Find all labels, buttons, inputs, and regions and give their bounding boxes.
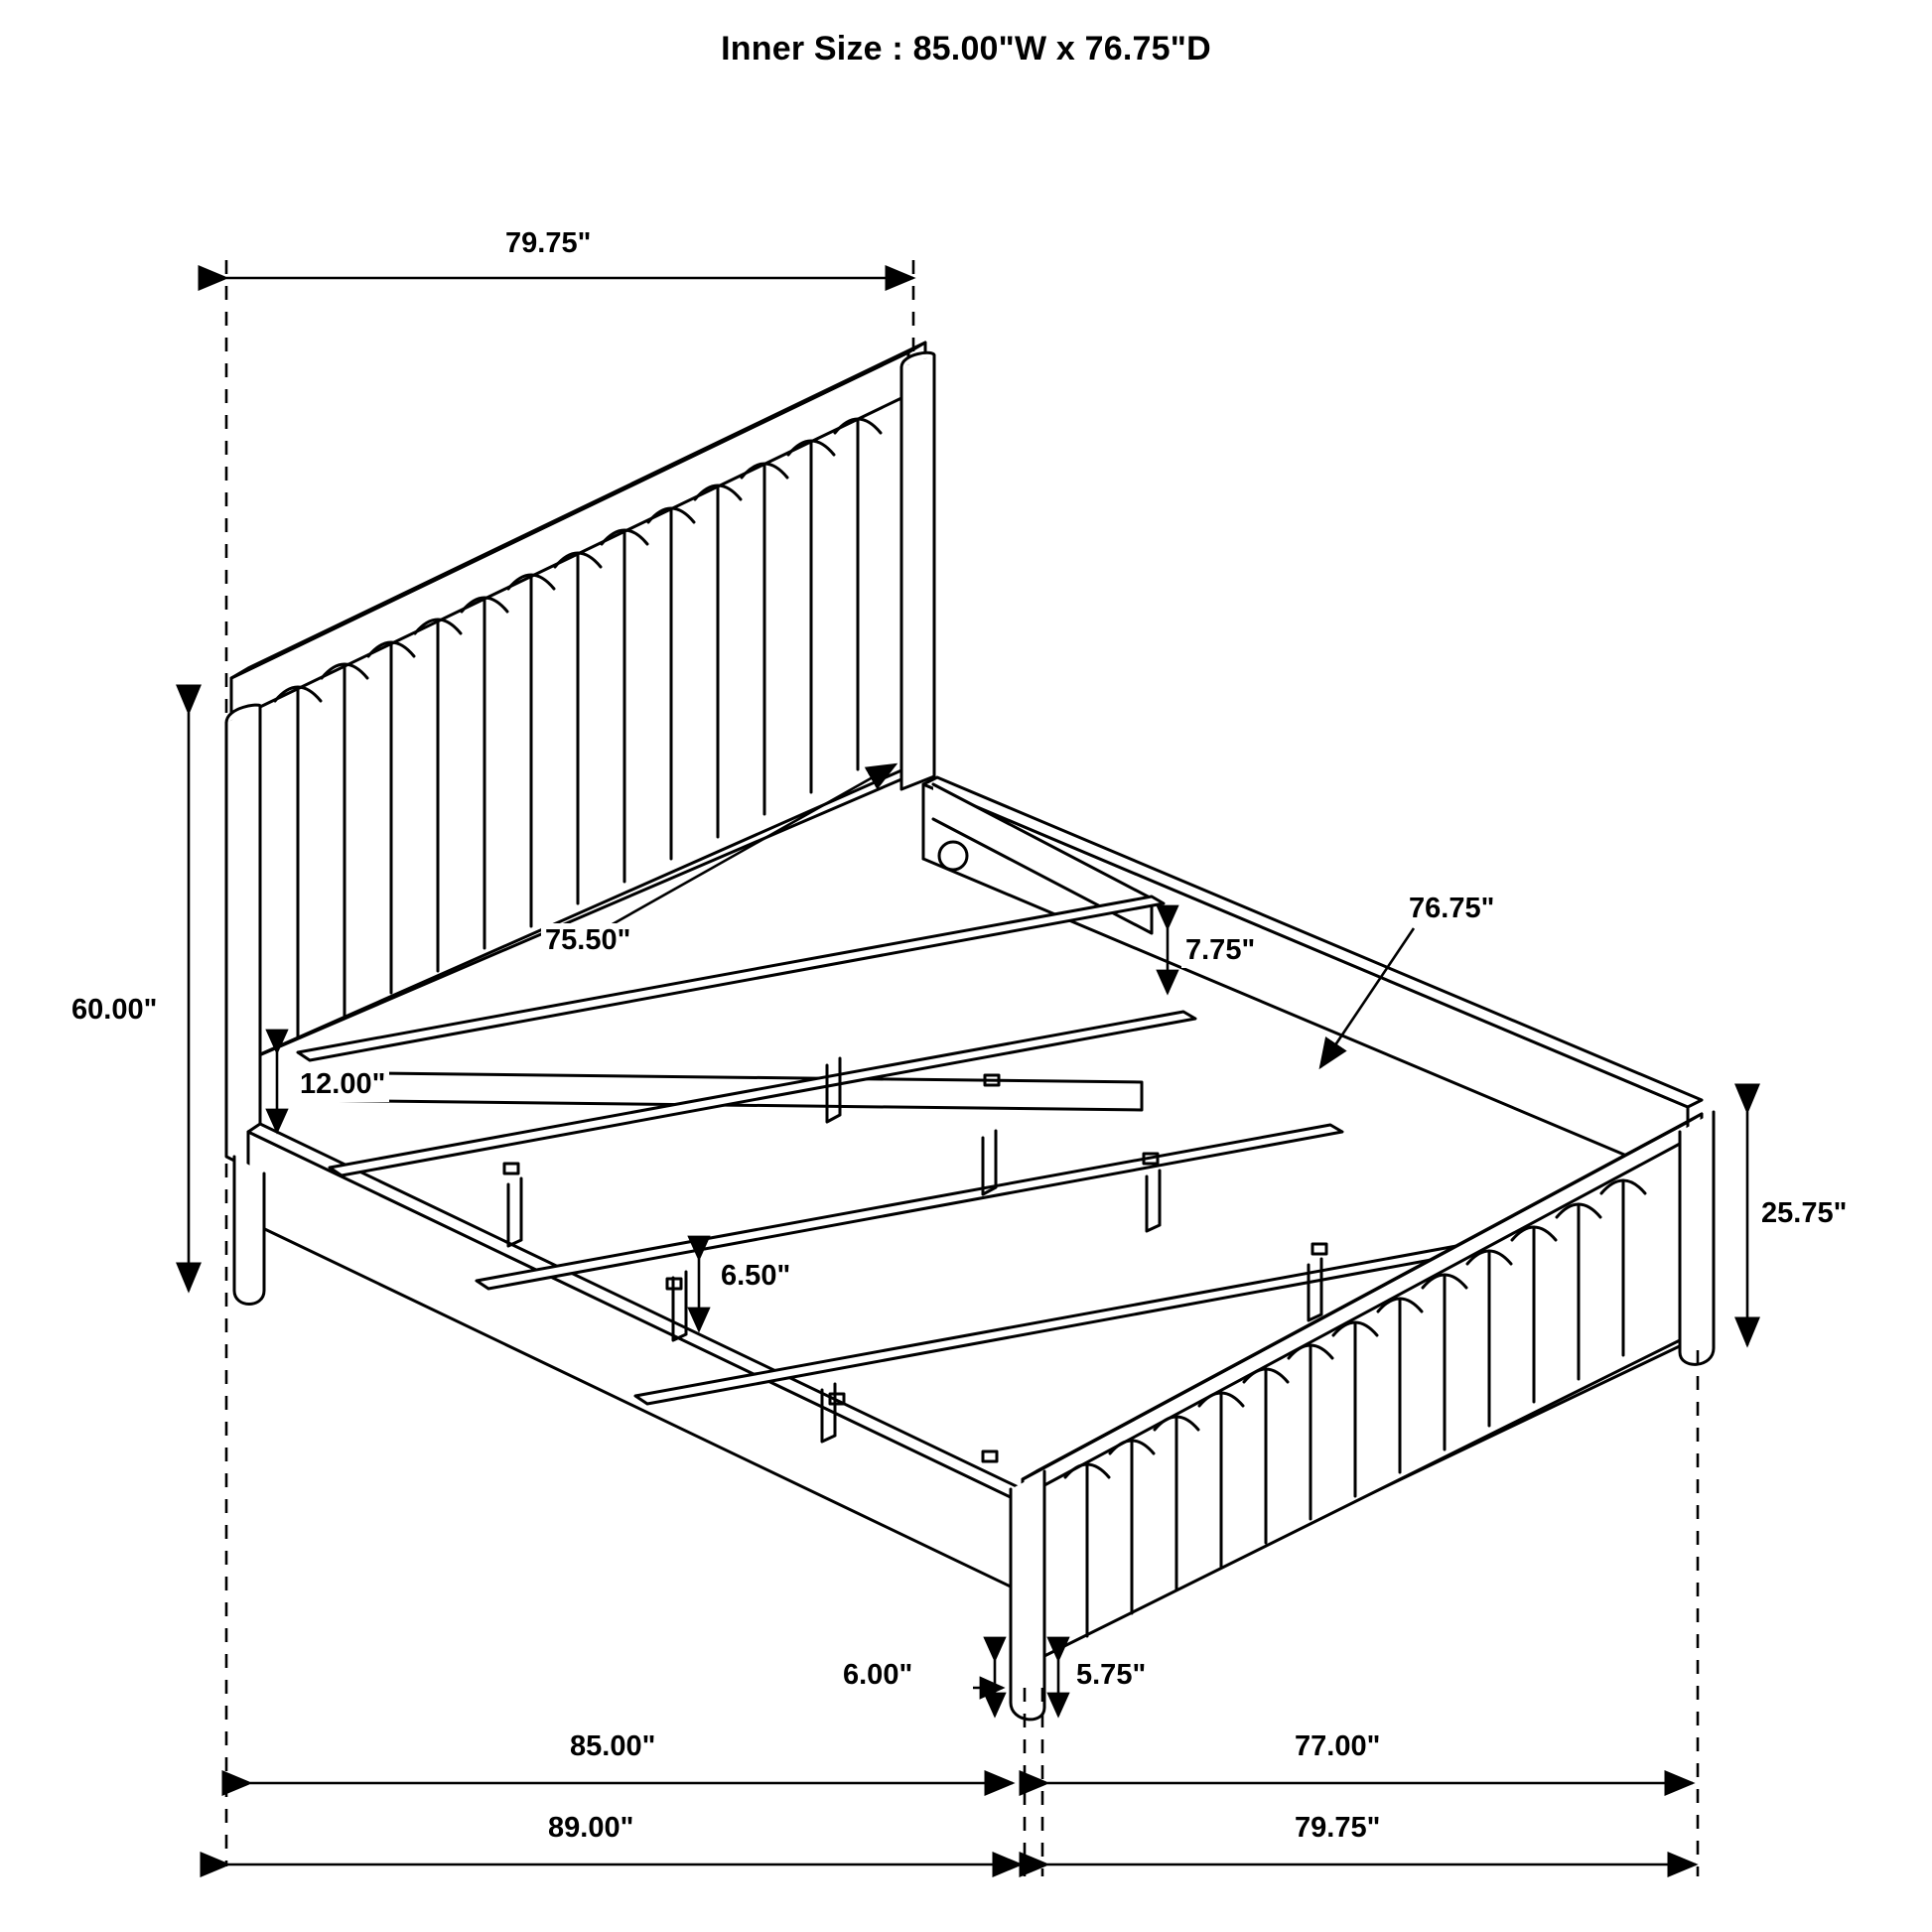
- dim-footboard-height: 25.75": [1757, 1196, 1851, 1231]
- dim-rail-drop: 7.75": [1181, 933, 1259, 968]
- dim-outer-width-left: 89.00": [544, 1811, 637, 1846]
- dim-deck-to-floor: 12.00": [296, 1067, 389, 1102]
- dim-outer-depth-right: 79.75": [1291, 1811, 1384, 1846]
- dim-top-width: 79.75": [501, 226, 595, 261]
- dim-overall-depth-right: 77.00": [1291, 1729, 1384, 1764]
- diagram-title: Inner Size : 85.00"W x 76.75"D: [721, 30, 1211, 68]
- dim-headboard-height: 60.00": [68, 993, 161, 1028]
- dim-overall-width-left: 85.00": [566, 1729, 659, 1764]
- dim-foot-leg-left: 6.00": [839, 1658, 916, 1693]
- dim-foot-leg-right: 5.75": [1072, 1658, 1150, 1693]
- dim-slat-support-height: 6.50": [717, 1259, 794, 1294]
- dim-headboard-panel-width: 75.50": [541, 923, 634, 958]
- dim-inner-depth: 76.75": [1405, 892, 1498, 926]
